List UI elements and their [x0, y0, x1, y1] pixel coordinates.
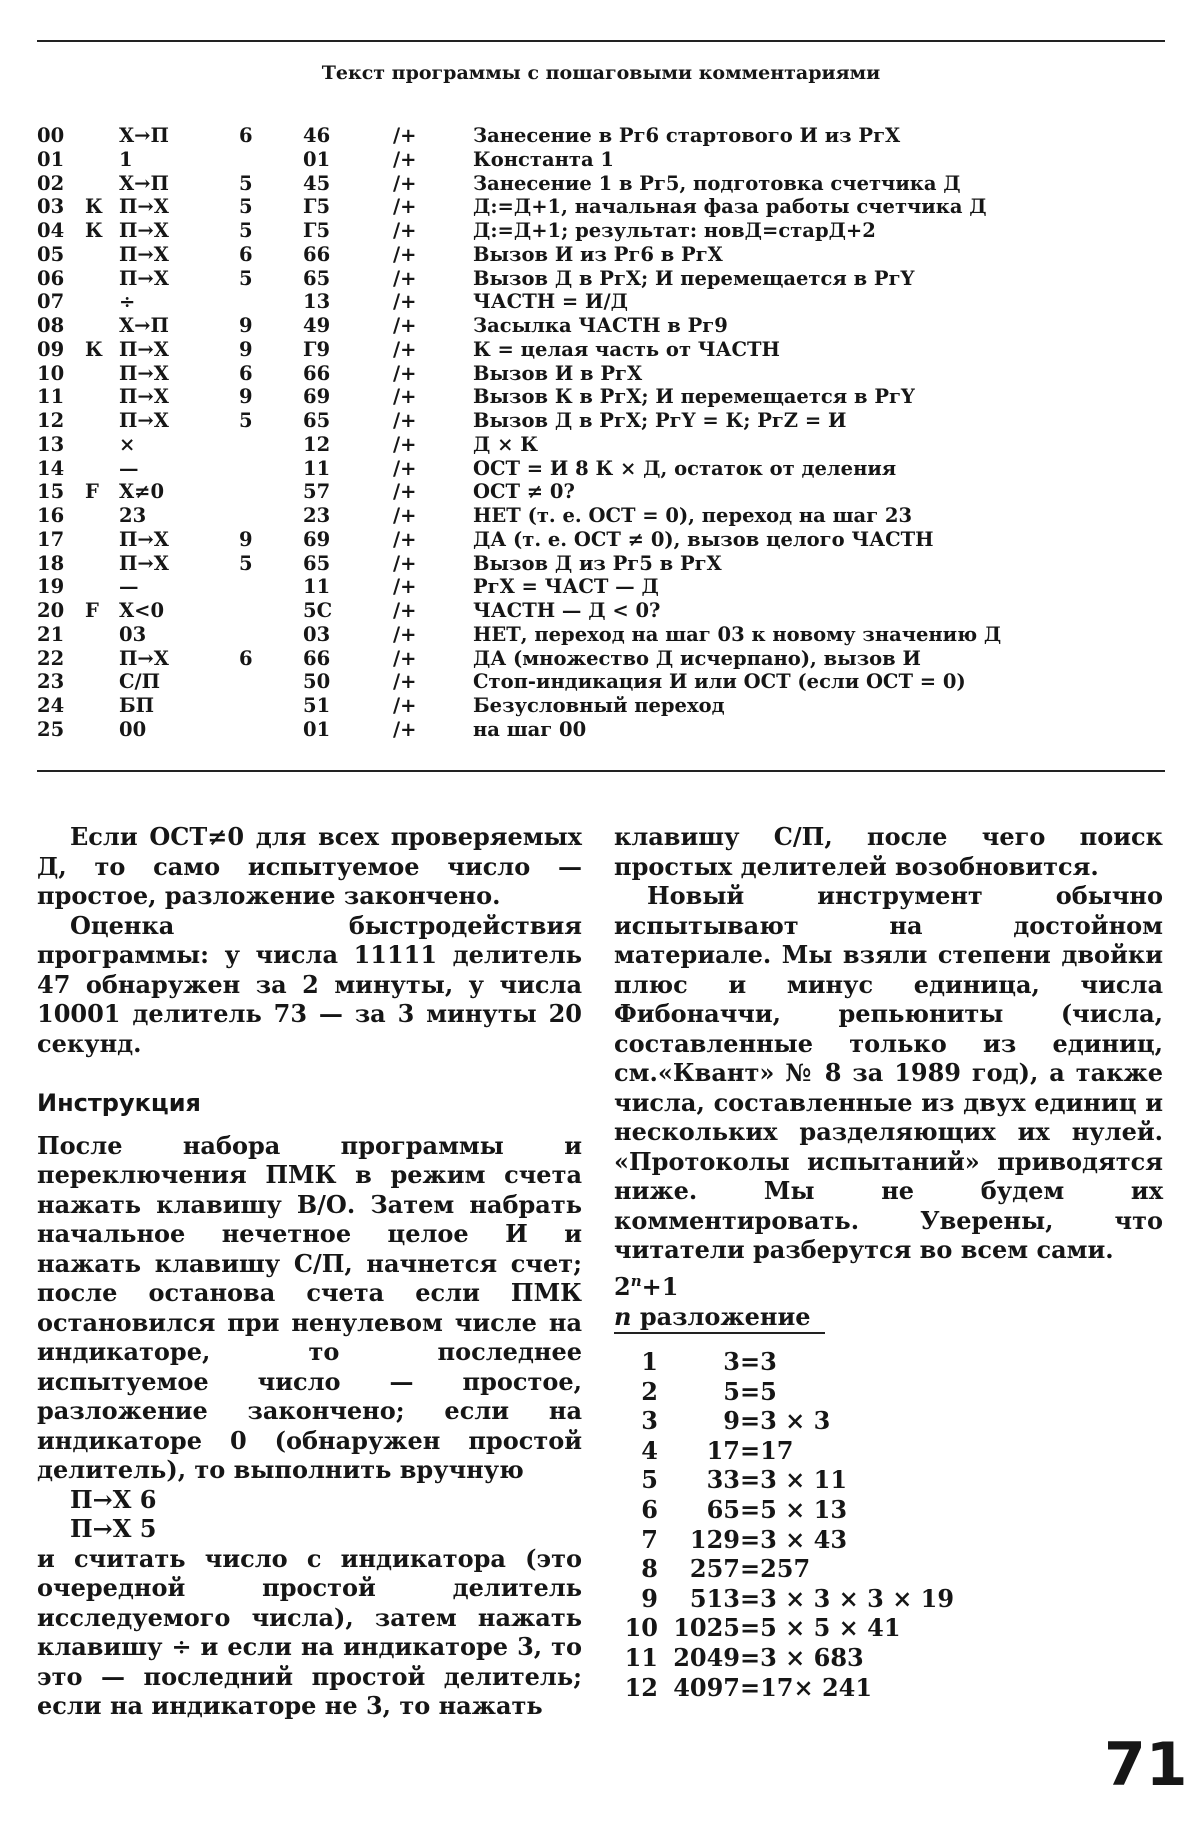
factor-cell-equals: =: [740, 1672, 761, 1702]
instruction-heading: Инструкция: [37, 1089, 201, 1117]
program-cell-code: 65: [303, 409, 331, 432]
program-cell-comment: Д:=Д+1; результат: новД=старД+2: [473, 219, 876, 242]
factor-cell-number: 4097: [673, 1672, 740, 1702]
program-cell-reg: 6: [239, 361, 253, 385]
program-cell-reg: 5: [239, 195, 253, 219]
program-cell-reg: 9: [239, 314, 253, 337]
program-cell-code: 65: [303, 551, 331, 575]
program-row: [37, 314, 1001, 338]
program-cell-step: 16: [37, 504, 65, 527]
program-row: [37, 219, 1001, 243]
program-cell-cmd: БП: [119, 694, 155, 717]
program-row: [37, 433, 1001, 457]
program-cell-k: К: [85, 337, 103, 361]
program-cell-step: 05: [37, 242, 65, 266]
program-cell-reg: 5: [239, 551, 253, 575]
factor-cell-factors: 3 × 11: [760, 1465, 848, 1495]
program-cell-k: К: [85, 219, 103, 242]
factor-cell-factors: 3 × 683: [760, 1642, 864, 1672]
program-row: [37, 552, 1001, 576]
program-cell-code: 5С: [303, 599, 333, 622]
program-cell-mark: /+: [393, 504, 417, 527]
factor-cell-number: 2049: [673, 1642, 740, 1672]
program-cell-mark: /+: [393, 622, 417, 646]
program-cell-cmd: П→Х: [119, 409, 169, 432]
program-cell-reg: 5: [239, 219, 253, 242]
program-cell-step: 18: [37, 551, 65, 575]
formula-base: 2: [614, 1272, 631, 1301]
program-cell-mark: /+: [393, 171, 417, 195]
program-cell-comment: НЕТ (т. е. ОСТ = 0), переход на шаг 23: [473, 504, 913, 527]
program-cell-comment: Занесение в Рг6 стартового И из РгХ: [473, 124, 901, 147]
program-cell-k: [85, 575, 119, 599]
program-cell-mark: /+: [393, 646, 417, 670]
program-cell-step: 07: [37, 290, 65, 314]
factor-cell-n: 12: [624, 1672, 658, 1702]
factor-cell-number: 3: [723, 1347, 740, 1376]
program-cell-reg: [239, 575, 303, 599]
program-cell-mark: /+: [393, 670, 417, 694]
program-cell-code: Г9: [303, 337, 331, 361]
factor-row: [614, 1347, 954, 1377]
factor-cell-factors: 17: [760, 1435, 794, 1465]
program-cell-step: 20: [37, 599, 65, 622]
program-cell-step: 21: [37, 622, 65, 646]
factor-cell-equals: =: [740, 1406, 761, 1436]
column-n-label: n: [614, 1302, 632, 1331]
program-cell-k: К: [85, 195, 103, 219]
factor-row: [614, 1495, 954, 1525]
factor-cell-n: 10: [624, 1613, 658, 1643]
factor-cell-equals: =: [740, 1613, 761, 1643]
factor-cell-n: 4: [641, 1435, 658, 1465]
program-cell-code: 57: [303, 480, 331, 504]
program-cell-code: 12: [303, 432, 331, 456]
program-cell-step: 06: [37, 266, 65, 290]
program-cell-step: 10: [37, 361, 65, 385]
factor-table-column-header: [614, 1302, 825, 1334]
program-row: [37, 457, 1001, 481]
program-cell-comment: Вызов К в РгХ; И перемещается в РгY: [473, 385, 915, 409]
program-cell-cmd: 03: [119, 622, 147, 646]
program-cell-reg: [239, 480, 303, 504]
program-cell-mark: /+: [393, 124, 417, 147]
program-cell-mark: /+: [393, 195, 417, 219]
program-cell-cmd: ÷: [119, 290, 136, 314]
right-paragraph-1: клавишу С/П, после чего поиск простых делителей возобновится.: [614, 822, 1163, 881]
program-cell-code: 01: [303, 147, 331, 171]
factor-cell-equals: =: [740, 1494, 761, 1524]
program-row: [37, 670, 1001, 694]
factor-cell-n: 6: [641, 1494, 658, 1524]
factor-cell-factors: 5 × 13: [760, 1494, 848, 1524]
program-cell-cmd: П→Х: [119, 646, 169, 670]
program-cell-code: 03: [303, 622, 331, 646]
program-cell-reg: [239, 290, 303, 314]
program-cell-comment: Вызов Д из Рг5 в РгХ: [473, 551, 722, 575]
program-cell-comment: Занесение 1 в Рг5, подготовка счетчика Д: [473, 171, 961, 195]
program-cell-comment: Д:=Д+1, начальная фаза работы счетчика Д: [473, 195, 987, 219]
program-row: [37, 172, 1001, 196]
program-cell-code: 11: [303, 575, 331, 599]
program-cell-step: 17: [37, 527, 65, 551]
column-factor-label: разложение: [639, 1302, 811, 1331]
program-row: [37, 338, 1001, 362]
factor-cell-factors: 3 × 43: [760, 1524, 848, 1554]
program-row: [37, 480, 1001, 504]
program-cell-code: 13: [303, 290, 331, 314]
program-cell-step: 12: [37, 409, 65, 432]
program-cell-mark: /+: [393, 432, 417, 456]
program-cell-comment: Д × К: [473, 432, 538, 456]
factor-cell-equals: =: [740, 1583, 761, 1613]
program-cell-cmd: П→Х: [119, 242, 169, 266]
program-cell-mark: /+: [393, 480, 417, 504]
program-cell-cmd: П→Х: [119, 337, 169, 361]
left-paragraph-3: После набора программы и переключения ПМК в режим счета нажать клавишу В/О. Затем набрать начальное нечетное целое И и нажать клавишу С/П, начнется счет; после останова счета если ПМК остановился при ненулевом числе на индикаторе, то последнее испытуемое число — простое, разложение закончено; если на индикаторе 0 (обнаружен простой делитель), то выполнить вручную: [37, 1130, 582, 1484]
factor-cell-equals: =: [740, 1435, 761, 1465]
program-cell-step: 08: [37, 314, 65, 337]
factor-cell-n: 8: [641, 1554, 658, 1584]
factor-cell-factors: 3 × 3: [760, 1406, 831, 1436]
program-cell-k: [85, 694, 119, 718]
factor-cell-factors: 3: [760, 1347, 777, 1376]
program-cell-comment: ОСТ = И 8 К × Д, остаток от деления: [473, 456, 897, 480]
formula-exponent: n: [630, 1272, 642, 1290]
factor-cell-factors: 5 × 5 × 41: [760, 1613, 901, 1643]
program-cell-step: 24: [37, 694, 65, 717]
factor-cell-equals: =: [740, 1347, 761, 1376]
program-cell-reg: 6: [239, 646, 253, 670]
program-cell-code: 45: [303, 171, 331, 195]
factor-cell-equals: =: [740, 1642, 761, 1672]
program-cell-cmd: 1: [119, 147, 133, 171]
program-cell-mark: /+: [393, 527, 417, 551]
factor-cell-equals: =: [740, 1524, 761, 1554]
factor-cell-number: 1025: [673, 1613, 740, 1643]
program-cell-cmd: Х→П: [119, 124, 169, 147]
top-rule: [37, 40, 1165, 42]
program-row: [37, 195, 1001, 219]
factor-cell-number: 17: [706, 1435, 740, 1465]
program-cell-k: [85, 243, 119, 267]
program-cell-cmd: —: [119, 575, 139, 599]
factor-row: [614, 1584, 954, 1614]
factor-cell-n: 7: [641, 1524, 658, 1554]
program-cell-code: 49: [303, 314, 331, 337]
formula-tail: +1: [641, 1272, 679, 1301]
factor-row: [614, 1406, 954, 1436]
program-cell-comment: Вызов И в РгХ: [473, 361, 643, 385]
program-cell-code: 01: [303, 717, 331, 741]
page-number: 71: [1104, 1730, 1188, 1800]
program-row: [37, 362, 1001, 386]
program-cell-mark: /+: [393, 717, 417, 741]
program-cell-mark: /+: [393, 361, 417, 385]
factor-row: [614, 1554, 954, 1584]
program-cell-mark: /+: [393, 456, 417, 480]
program-cell-step: 23: [37, 670, 65, 694]
program-table: [37, 124, 1001, 742]
program-cell-comment: ЧАСТН — Д < 0?: [473, 599, 661, 622]
program-cell-step: 01: [37, 147, 65, 171]
program-cell-reg: 9: [239, 337, 253, 361]
factor-cell-equals: =: [740, 1465, 761, 1495]
program-cell-comment: Константа 1: [473, 147, 614, 171]
program-cell-comment: ЧАСТН = И/Д: [473, 290, 628, 314]
factor-table: [614, 1347, 954, 1702]
program-cell-mark: /+: [393, 551, 417, 575]
program-cell-mark: /+: [393, 147, 417, 171]
program-cell-reg: [239, 718, 303, 742]
program-cell-reg: 6: [239, 124, 253, 147]
factor-cell-n: 1: [641, 1347, 658, 1376]
program-cell-k: [85, 623, 119, 647]
program-cell-cmd: 00: [119, 717, 147, 741]
program-cell-code: 51: [303, 694, 331, 717]
program-cell-k: [85, 385, 119, 409]
program-cell-k: [85, 124, 119, 148]
program-cell-comment: К = целая часть от ЧАСТН: [473, 337, 780, 361]
program-row: [37, 694, 1001, 718]
program-cell-reg: [239, 433, 303, 457]
program-cell-step: 14: [37, 456, 65, 480]
right-column: [614, 822, 1163, 1265]
left-column: [37, 822, 582, 1721]
program-cell-comment: НЕТ, переход на шаг 03 к новому значению Д: [473, 622, 1002, 646]
program-cell-mark: /+: [393, 385, 417, 409]
program-cell-cmd: С/П: [119, 670, 161, 694]
program-cell-comment: Вызов Д в РгХ; И перемещается в РгY: [473, 266, 915, 290]
program-row: [37, 623, 1001, 647]
program-row: [37, 290, 1001, 314]
factor-row: [614, 1465, 954, 1495]
program-cell-k: F: [85, 599, 99, 622]
program-cell-k: [85, 433, 119, 457]
program-cell-code: 69: [303, 385, 331, 409]
program-cell-mark: /+: [393, 266, 417, 290]
left-paragraph-4: и считать число с индикатора (это очередной простой делитель исследуемого числа), затем нажать клавишу ÷ и если на индикаторе 3, то это — последний простой делитель; если на индикаторе не 3, то нажать: [37, 1543, 582, 1720]
factor-cell-number: 257: [689, 1554, 740, 1584]
program-cell-reg: [239, 623, 303, 647]
program-cell-k: [85, 647, 119, 671]
program-row: [37, 385, 1001, 409]
program-cell-cmd: ×: [119, 432, 136, 456]
program-cell-code: 23: [303, 504, 331, 527]
program-cell-reg: 5: [239, 171, 253, 195]
factor-cell-n: 2: [641, 1376, 658, 1406]
program-row: [37, 504, 1001, 528]
factor-cell-n: 3: [641, 1406, 658, 1436]
program-cell-reg: [239, 457, 303, 481]
program-cell-cmd: П→Х: [119, 551, 169, 575]
program-cell-code: 65: [303, 266, 331, 290]
program-cell-k: [85, 362, 119, 386]
program-cell-code: 69: [303, 527, 331, 551]
program-cell-code: 66: [303, 646, 331, 670]
program-cell-k: [85, 290, 119, 314]
program-cell-comment: Стоп-индикация И или ОСТ (если ОСТ = 0): [473, 670, 966, 694]
program-cell-k: F: [85, 480, 99, 504]
program-cell-cmd: П→Х: [119, 385, 169, 409]
program-cell-cmd: Х≠0: [119, 480, 165, 504]
program-cell-step: 19: [37, 575, 65, 599]
program-cell-k: [85, 457, 119, 481]
program-cell-comment: РгХ = ЧАСТ — Д: [473, 575, 659, 599]
program-cell-code: 46: [303, 124, 331, 147]
left-paragraph-2: Оценка быстродействия программы: у числа 11111 делитель 47 обнаружен за 2 минуты, у числа 10001 делитель 73 — за 3 минуты 20 секунд.: [37, 910, 582, 1058]
program-cell-mark: /+: [393, 599, 417, 622]
bottom-rule: [37, 770, 1165, 772]
program-cell-comment: Вызов И из Рг6 в РгХ: [473, 242, 723, 266]
program-cell-reg: 9: [239, 527, 253, 551]
program-cell-reg: 9: [239, 385, 253, 409]
program-cell-cmd: —: [119, 456, 139, 480]
program-cell-step: 02: [37, 171, 65, 195]
program-cell-step: 04: [37, 219, 65, 242]
factor-row: [614, 1525, 954, 1555]
program-cell-cmd: П→Х: [119, 195, 169, 219]
program-cell-code: 66: [303, 242, 331, 266]
program-cell-cmd: Х→П: [119, 314, 169, 337]
program-cell-comment: Засылка ЧАСТН в Рг9: [473, 314, 728, 337]
factor-row: [614, 1673, 954, 1703]
program-row: [37, 124, 1001, 148]
program-cell-k: [85, 314, 119, 338]
program-table-body: [37, 124, 1001, 742]
program-cell-reg: 6: [239, 242, 253, 266]
factor-cell-factors: 17× 241: [760, 1672, 873, 1702]
program-cell-cmd: П→Х: [119, 527, 169, 551]
program-cell-k: [85, 504, 119, 528]
program-cell-comment: ДА (т. е. ОСТ ≠ 0), вызов целого ЧАСТН: [473, 527, 934, 551]
factor-cell-n: 5: [641, 1465, 658, 1495]
factor-table-heading: [614, 1266, 825, 1334]
program-cell-step: 15: [37, 480, 65, 504]
program-row: [37, 243, 1001, 267]
factor-row: [614, 1613, 954, 1643]
program-cell-k: [85, 670, 119, 694]
program-cell-reg: [239, 670, 303, 694]
factor-cell-number: 129: [689, 1524, 740, 1554]
factor-cell-factors: 257: [760, 1554, 811, 1584]
factor-cell-equals: =: [740, 1376, 761, 1406]
factor-cell-factors: 3 × 3 × 3 × 19: [760, 1583, 955, 1613]
program-cell-step: 13: [37, 432, 65, 456]
factor-cell-number: 5: [723, 1376, 740, 1406]
program-row: [37, 528, 1001, 552]
program-cell-step: 03: [37, 195, 65, 219]
program-cell-mark: /+: [393, 314, 417, 337]
program-cell-mark: /+: [393, 694, 417, 717]
program-cell-reg: [239, 504, 303, 528]
program-cell-k: [85, 148, 119, 172]
factor-cell-n: 9: [641, 1583, 658, 1613]
program-cell-step: 25: [37, 717, 65, 741]
program-cell-comment: Вызов Д в РгХ; РгY = К; РгZ = И: [473, 409, 847, 432]
program-table-title: Текст программы с пошаговыми комментариями: [321, 62, 881, 84]
program-cell-comment: ОСТ ≠ 0?: [473, 480, 575, 504]
factor-cell-equals: =: [740, 1554, 761, 1584]
factor-cell-number: 9: [723, 1406, 740, 1436]
left-paragraph-1: Если ОСТ≠0 для всех проверяемых Д, то само испытуемое число — простое, разложение закончено.: [37, 822, 582, 910]
factor-row: [614, 1643, 954, 1673]
program-cell-reg: 5: [239, 266, 253, 290]
factor-cell-n: 11: [624, 1642, 658, 1672]
program-cell-code: 50: [303, 670, 331, 694]
factor-table-body: [614, 1347, 954, 1702]
program-cell-reg: [239, 694, 303, 718]
program-cell-code: Г5: [303, 219, 331, 242]
program-row: [37, 148, 1001, 172]
program-cell-cmd: П→Х: [119, 361, 169, 385]
program-row: [37, 409, 1001, 433]
program-cell-k: [85, 172, 119, 196]
program-cell-cmd: Х→П: [119, 171, 169, 195]
program-cell-mark: /+: [393, 290, 417, 314]
factor-row: [614, 1436, 954, 1466]
program-cell-k: [85, 528, 119, 552]
program-cell-step: 00: [37, 124, 65, 147]
program-cell-code: 11: [303, 456, 331, 480]
right-paragraph-2: Новый инструмент обычно испытывают на достойном материале. Мы взяли степени двойки плюс и минус единица, числа Фибоначчи, репьюниты (числа, составленные только из единиц, см.«Квант» № 8 за 1989 год), а также числа, составленные из двух единиц и нескольких разделяющих их нулей. «Протоколы испытаний» приводятся ниже. Мы не будем их комментировать. Уверены, что читатели разберутся во всем сами.: [614, 881, 1163, 1264]
program-cell-mark: /+: [393, 219, 417, 242]
factor-cell-number: 513: [689, 1583, 740, 1613]
factor-cell-number: 65: [706, 1494, 740, 1524]
factor-table-formula: [614, 1266, 825, 1302]
program-cell-reg: [239, 599, 303, 623]
program-cell-reg: 5: [239, 409, 253, 432]
factor-row: [614, 1377, 954, 1407]
program-cell-step: 11: [37, 385, 65, 409]
program-cell-step: 09: [37, 337, 65, 361]
program-cell-code: 66: [303, 361, 331, 385]
manual-command-1: П→Х 6: [70, 1484, 157, 1514]
program-cell-cmd: П→Х: [119, 219, 169, 242]
program-cell-comment: на шаг 00: [473, 717, 587, 741]
program-cell-k: [85, 718, 119, 742]
program-cell-comment: Безусловный переход: [473, 694, 725, 717]
program-row: [37, 575, 1001, 599]
program-cell-code: Г5: [303, 195, 331, 219]
program-row: [37, 647, 1001, 671]
program-cell-mark: /+: [393, 409, 417, 432]
program-row: [37, 599, 1001, 623]
program-row: [37, 267, 1001, 291]
program-cell-cmd: П→Х: [119, 266, 169, 290]
program-cell-mark: /+: [393, 242, 417, 266]
program-cell-cmd: Х<0: [119, 599, 165, 622]
program-row: [37, 718, 1001, 742]
program-cell-comment: ДА (множество Д исчерпано), вызов И: [473, 646, 921, 670]
program-cell-cmd: 23: [119, 504, 147, 527]
program-cell-k: [85, 409, 119, 433]
program-cell-step: 22: [37, 646, 65, 670]
factor-cell-factors: 5: [760, 1376, 777, 1406]
program-cell-k: [85, 552, 119, 576]
program-cell-mark: /+: [393, 575, 417, 599]
program-cell-mark: /+: [393, 337, 417, 361]
manual-command-2: П→Х 5: [70, 1514, 157, 1543]
program-cell-reg: [239, 148, 303, 172]
program-cell-k: [85, 267, 119, 291]
factor-cell-number: 33: [706, 1465, 740, 1495]
